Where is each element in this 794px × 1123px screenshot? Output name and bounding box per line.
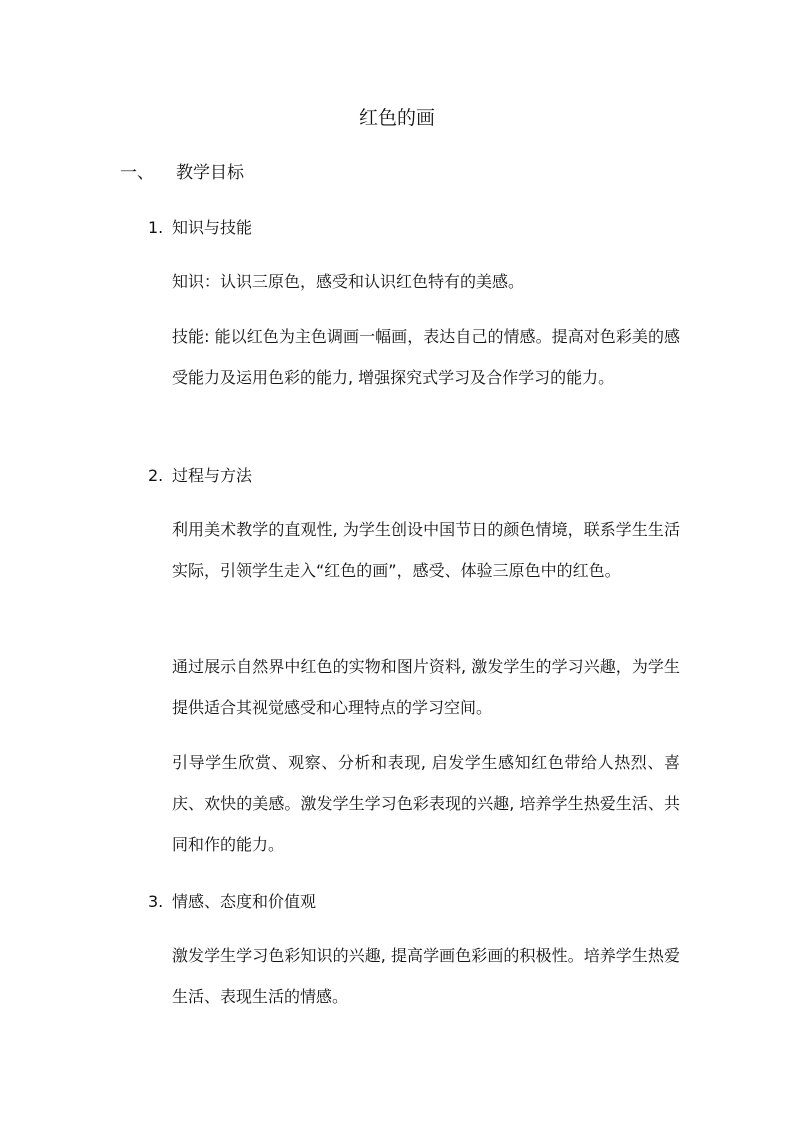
paragraph-skills: 技能: 能以红色为主色调画一幅画，表达自己的情感。提高对色彩美的感受能力及运用色彩的能力, 增强探究式学习及合作学习的能力。 [172, 327, 680, 387]
subsection-number: 2. [148, 466, 164, 485]
section-heading-text: 教学目标 [176, 163, 244, 183]
subsection-heading-text: 知识与技能 [172, 218, 253, 237]
paragraph-process-2: 通过展示自然界中红色的实物和图片资料, 激发学生的学习兴趣，为学生提供适合其视觉感受和心理特点的学习空间。 [172, 657, 680, 717]
paragraph-knowledge: 知识：认识三原色，感受和认识红色特有的美感。 [172, 272, 525, 291]
subsection-heading-text: 情感、态度和价值观 [172, 892, 317, 911]
subsection-heading-process-methods [148, 463, 252, 489]
paragraph-emotion: 激发学生学习色彩知识的兴趣, 提高学画色彩画的积极性。培养学生热爱生活、表现生活的情感。 [172, 946, 680, 1006]
subsection-heading-emotion-values [148, 889, 316, 915]
subsection-heading-text: 过程与方法 [172, 466, 253, 485]
subsection-number: 1. [148, 218, 164, 237]
paragraph-process-1: 利用美术教学的直观性, 为学生创设中国节日的颜色情境，联系学生生活实际，引领学生走入“红色的画”，感受、体验三原色中的红色。 [172, 520, 680, 580]
document-title: 红色的画 [358, 107, 435, 129]
subsection-heading-knowledge-skills [148, 215, 252, 241]
subsection-number: 3. [148, 892, 164, 911]
paragraph-process-3: 引导学生欣赏、观察、分析和表现, 启发学生感知红色带给人热烈、喜庆、欢快的美感。激发学生学习色彩表现的兴趣, 培养学生热爱生活、共同和作的能力。 [172, 753, 680, 854]
section-number: 一、 [120, 163, 154, 183]
section-heading-teaching-goals [120, 160, 244, 186]
